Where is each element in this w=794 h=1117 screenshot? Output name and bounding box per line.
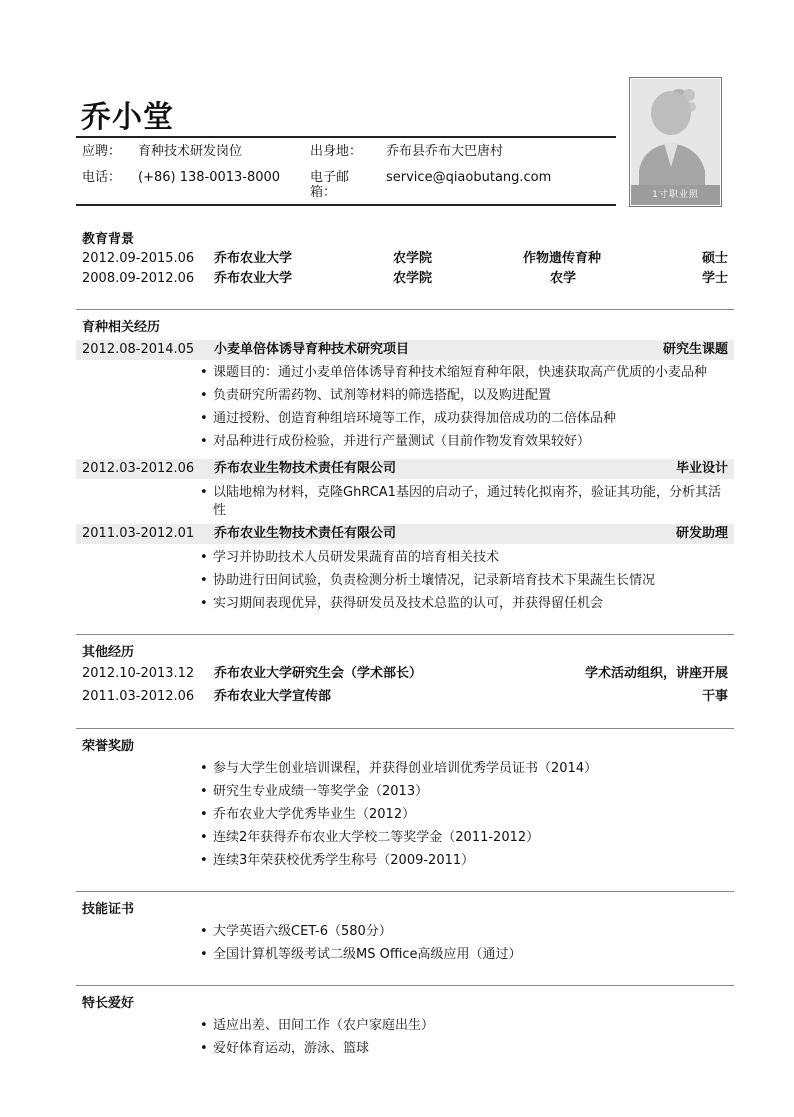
experience-row <box>76 340 734 360</box>
experience-date: 2011.03-2012.01 <box>82 526 195 541</box>
origin-value: 乔布县乔布大巴唐村 <box>386 144 504 159</box>
section-title-other: 其他经历 <box>82 645 135 660</box>
education-row <box>76 249 734 269</box>
origin-label: 出身地： <box>310 144 363 159</box>
list-item: • 实习期间表现优异，获得研发员及技术总监的认可，并获得留任机会 <box>213 594 733 613</box>
apply-label: 应聘： <box>82 144 122 159</box>
list-item: • 爱好体育运动，游泳、篮球 <box>213 1039 733 1058</box>
other-role: 学术活动组织，讲座开展 <box>584 666 728 681</box>
list-item: • 负责研究所需药物、试剂等材料的筛选搭配，以及购进配置 <box>213 386 733 405</box>
list-item: • 通过授粉、创造育种组培环境等工作，成功获得加倍成功的二倍体品种 <box>213 409 733 428</box>
list-item-continuation <box>213 501 733 520</box>
header-bottom-divider <box>76 204 616 206</box>
other-row <box>76 687 734 707</box>
section-divider <box>76 634 734 635</box>
list-item: • 连续3年荣获校优秀学生称号（2009-2011） <box>213 851 733 870</box>
section-title-honors: 荣誉奖励 <box>82 739 135 754</box>
list-item-continuation-text: 性 <box>213 503 227 518</box>
list-item: • 连续2年获得乔布农业大学校二等奖学金（2011-2012） <box>213 828 733 847</box>
experience-role: 研发助理 <box>675 526 728 541</box>
section-title-education: 教育背景 <box>82 232 135 247</box>
section-divider <box>76 728 734 729</box>
phone-label: 电话： <box>82 170 122 185</box>
list-item: • 全国计算机等级考试二级MS Office高级应用（通过） <box>213 945 733 964</box>
section-title-hobbies: 特长爱好 <box>82 996 135 1011</box>
section-title-skills: 技能证书 <box>82 902 135 917</box>
experience-role: 研究生课题 <box>662 342 728 357</box>
education-row <box>76 269 734 289</box>
list-item: • 以陆地棉为材料，克隆GhRCA1基因的启动子，通过转化拟南芥，验证其功能，分析其活 <box>213 483 733 502</box>
section-divider <box>76 985 734 986</box>
experience-row <box>76 524 734 544</box>
experience-role: 毕业设计 <box>675 461 728 476</box>
education-school: 乔布农业大学 <box>214 251 293 266</box>
other-org: 乔布农业大学宣传部 <box>214 689 332 704</box>
other-date: 2012.10-2013.12 <box>82 666 195 681</box>
experience-row <box>76 459 734 479</box>
experience-org: 乔布农业生物技术责任有限公司 <box>214 526 397 541</box>
other-org: 乔布农业大学研究生会（学术部长） <box>214 666 423 681</box>
section-divider <box>76 891 734 892</box>
education-college: 农学院 <box>393 251 433 266</box>
photo-caption: 1寸职业照 <box>652 190 699 200</box>
header-top-divider <box>76 136 616 138</box>
list-item: • 协助进行田间试验，负责检测分析土壤情况，记录新培育技术下果蔬生长情况 <box>213 571 733 590</box>
list-item: • 适应出差、田间工作（农户家庭出生） <box>213 1016 733 1035</box>
education-date: 2008.09-2012.06 <box>82 271 195 286</box>
education-degree: 硕士 <box>701 251 728 266</box>
education-degree: 学士 <box>701 271 728 286</box>
education-school: 乔布农业大学 <box>214 271 293 286</box>
email-label-line2: 箱： <box>310 185 337 200</box>
section-title-breeding: 育种相关经历 <box>82 320 161 335</box>
other-role: 干事 <box>701 689 728 704</box>
list-item: • 大学英语六级CET-6（580分） <box>213 922 733 941</box>
apply-value: 育种技术研发岗位 <box>138 144 243 159</box>
list-item: • 参与大学生创业培训课程，并获得创业培训优秀学员证书（2014） <box>213 759 733 778</box>
experience-date: 2012.03-2012.06 <box>82 461 195 476</box>
list-item: • 课题目的：通过小麦单倍体诱导育种技术缩短育种年限，快速获取高产优质的小麦品种 <box>213 363 733 382</box>
education-major: 农学 <box>550 271 577 286</box>
email-label-line1: 电子邮 <box>310 170 350 185</box>
email-value: service@qiaobutang.com <box>386 170 552 185</box>
other-row <box>76 664 734 684</box>
phone-value: (+86) 138-0013-8000 <box>138 170 281 185</box>
experience-date: 2012.08-2014.05 <box>82 342 195 357</box>
list-item: • 研究生专业成绩一等奖学金（2013） <box>213 782 733 801</box>
candidate-name: 乔小堂 <box>81 100 174 135</box>
education-college: 农学院 <box>393 271 433 286</box>
experience-org: 乔布农业生物技术责任有限公司 <box>214 461 397 476</box>
education-date: 2012.09-2015.06 <box>82 251 195 266</box>
list-item: • 学习并协助技术人员研发果蔬育苗的培育相关技术 <box>213 548 733 567</box>
other-date: 2011.03-2012.06 <box>82 689 195 704</box>
list-item: • 对品种进行成份检验，并进行产量测试（目前作物发育效果较好） <box>213 432 733 451</box>
profile-photo <box>629 77 722 207</box>
experience-org: 小麦单倍体诱导育种技术研究项目 <box>214 342 410 357</box>
education-major: 作物遗传育种 <box>523 251 602 266</box>
list-item: • 乔布农业大学优秀毕业生（2012） <box>213 805 733 824</box>
section-divider <box>76 309 734 310</box>
